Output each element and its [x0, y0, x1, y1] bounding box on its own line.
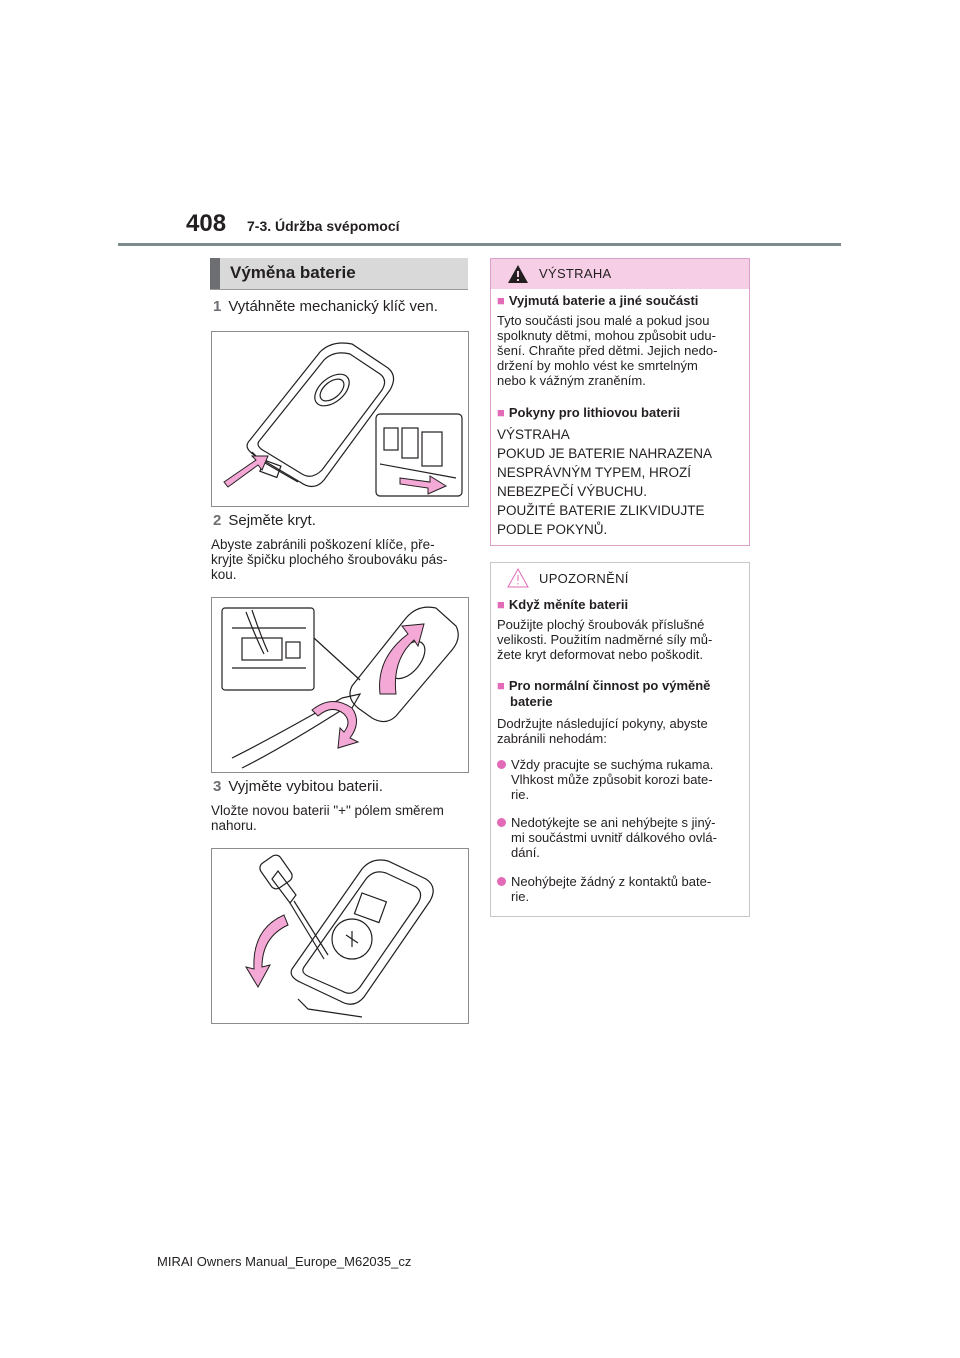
heading-accent: [210, 258, 220, 289]
step-3-note: [211, 803, 444, 833]
warning-caps-body: [497, 425, 712, 539]
step-3: [213, 778, 383, 795]
note-line: Abyste zabránili poškození klíče, pře-: [211, 537, 435, 552]
body-line: NEBEZPEČÍ VÝBUCHU.: [497, 484, 648, 499]
warning-title: VÝSTRAHA: [539, 266, 612, 281]
bullet-text: mi součástmi uvnitř dálkového ovlá-: [511, 830, 717, 845]
bullet-text: dání.: [511, 845, 540, 860]
bullet-text: Neohýbejte žádný z kontaktů bate-: [511, 874, 712, 889]
caution-subheading: [497, 678, 710, 710]
body-line: Tyto součásti jsou malé a pokud jsou: [497, 313, 710, 328]
warning-box: [490, 258, 750, 546]
square-bullet-icon: ■: [497, 678, 505, 693]
warning-body: [497, 313, 717, 388]
caution-subheading: [497, 597, 628, 613]
warning-triangle-icon: [507, 264, 529, 284]
bullet-item: [497, 874, 711, 904]
key-fob-illustration: [212, 332, 468, 506]
caution-body: [497, 716, 708, 746]
body-line: velikosti. Použitím nadměrné síly mů-: [497, 632, 713, 647]
body-line: POKUD JE BATERIE NAHRAZENA: [497, 446, 713, 461]
step-text: Vytáhněte mechanický klíč ven.: [228, 298, 438, 315]
warning-header: [491, 259, 749, 289]
battery-removal-illustration: [212, 849, 468, 1023]
step-1: [213, 298, 438, 315]
body-line: spolknuty dětmi, mohou způsobit udu-: [497, 328, 716, 343]
body-line: Použijte plochý šroubovák příslušné: [497, 617, 705, 632]
subheading-text: Pokyny pro lithiovou baterii: [508, 405, 681, 420]
square-bullet-icon: ■: [497, 405, 505, 420]
subheading-text: Vyjmutá baterie a jiné součásti: [508, 293, 699, 308]
body-line: NESPRÁVNÝM TYPEM, HROZÍ: [497, 465, 692, 480]
body-line: zabránili nehodám:: [497, 731, 607, 746]
section-title: 7-3. Údržba svépomocí: [247, 218, 400, 234]
body-line: PODLE POKYNŮ.: [497, 522, 608, 537]
step-2-note: [211, 537, 447, 582]
note-line: Vložte novou baterii "+" pólem směrem: [211, 803, 444, 818]
bullet-item: [497, 815, 717, 860]
caution-box: [490, 562, 750, 917]
note-line: nahoru.: [211, 818, 257, 833]
subheading-text: baterie: [510, 694, 553, 709]
step-number: 3: [213, 778, 222, 795]
figure-pull-key: [211, 331, 469, 507]
bullet-text: rie.: [511, 787, 530, 802]
bullet-dot-icon: [497, 877, 506, 886]
bullet-text: Vlhkost může způsobit korozi bate-: [511, 772, 713, 787]
body-line: držení by mohlo vést ke smrtelným: [497, 358, 698, 373]
bullet-item: [497, 757, 713, 802]
step-text: Sejměte kryt.: [228, 512, 316, 529]
step-2: [213, 512, 316, 529]
body-line: POUŽITÉ BATERIE ZLIKVIDUJTE: [497, 503, 705, 518]
subheading-text: Když měníte baterii: [508, 597, 629, 612]
body-line: žete kryt deformovat nebo poškodit.: [497, 647, 703, 662]
figure-remove-battery: [211, 848, 469, 1024]
bullet-text: rie.: [511, 889, 530, 904]
caution-triangle-icon: [507, 568, 529, 588]
note-line: kou.: [211, 567, 237, 582]
caution-body: [497, 617, 712, 662]
warning-subheading: [497, 405, 680, 421]
body-line: nebo k vážným zraněním.: [497, 373, 646, 388]
bullet-dot-icon: [497, 818, 506, 827]
step-text: Vyjměte vybitou baterii.: [228, 778, 383, 795]
body-line: šení. Chraňte před dětmi. Jejich nedo-: [497, 343, 718, 358]
square-bullet-icon: ■: [497, 293, 505, 308]
body-line: Dodržujte následující pokyny, abyste: [497, 716, 708, 731]
caution-title: UPOZORNĚNÍ: [539, 571, 629, 586]
screwdriver-cover-illustration: [212, 598, 468, 772]
figure-remove-cover: [211, 597, 469, 773]
page-number: 408: [186, 210, 227, 237]
warning-subheading: [497, 293, 698, 309]
bullet-text: Vždy pracujte se suchýma rukama.: [511, 757, 714, 772]
footer-text: MIRAI Owners Manual_Europe_M62035_cz: [157, 1254, 412, 1269]
bullet-dot-icon: [497, 760, 506, 769]
note-line: kryjte špičku plochého šroubováku pás-: [211, 552, 448, 567]
square-bullet-icon: ■: [497, 597, 505, 612]
step-number: 1: [213, 298, 222, 315]
body-line: VÝSTRAHA: [497, 427, 570, 442]
section-heading: [210, 258, 468, 290]
header-rule: [118, 243, 841, 246]
step-number: 2: [213, 512, 222, 529]
bullet-text: Nedotýkejte se ani nehýbejte s jiný-: [511, 815, 716, 830]
heading-text: Výměna baterie: [230, 263, 356, 282]
subheading-text: Pro normální činnost po výměně: [508, 678, 711, 693]
